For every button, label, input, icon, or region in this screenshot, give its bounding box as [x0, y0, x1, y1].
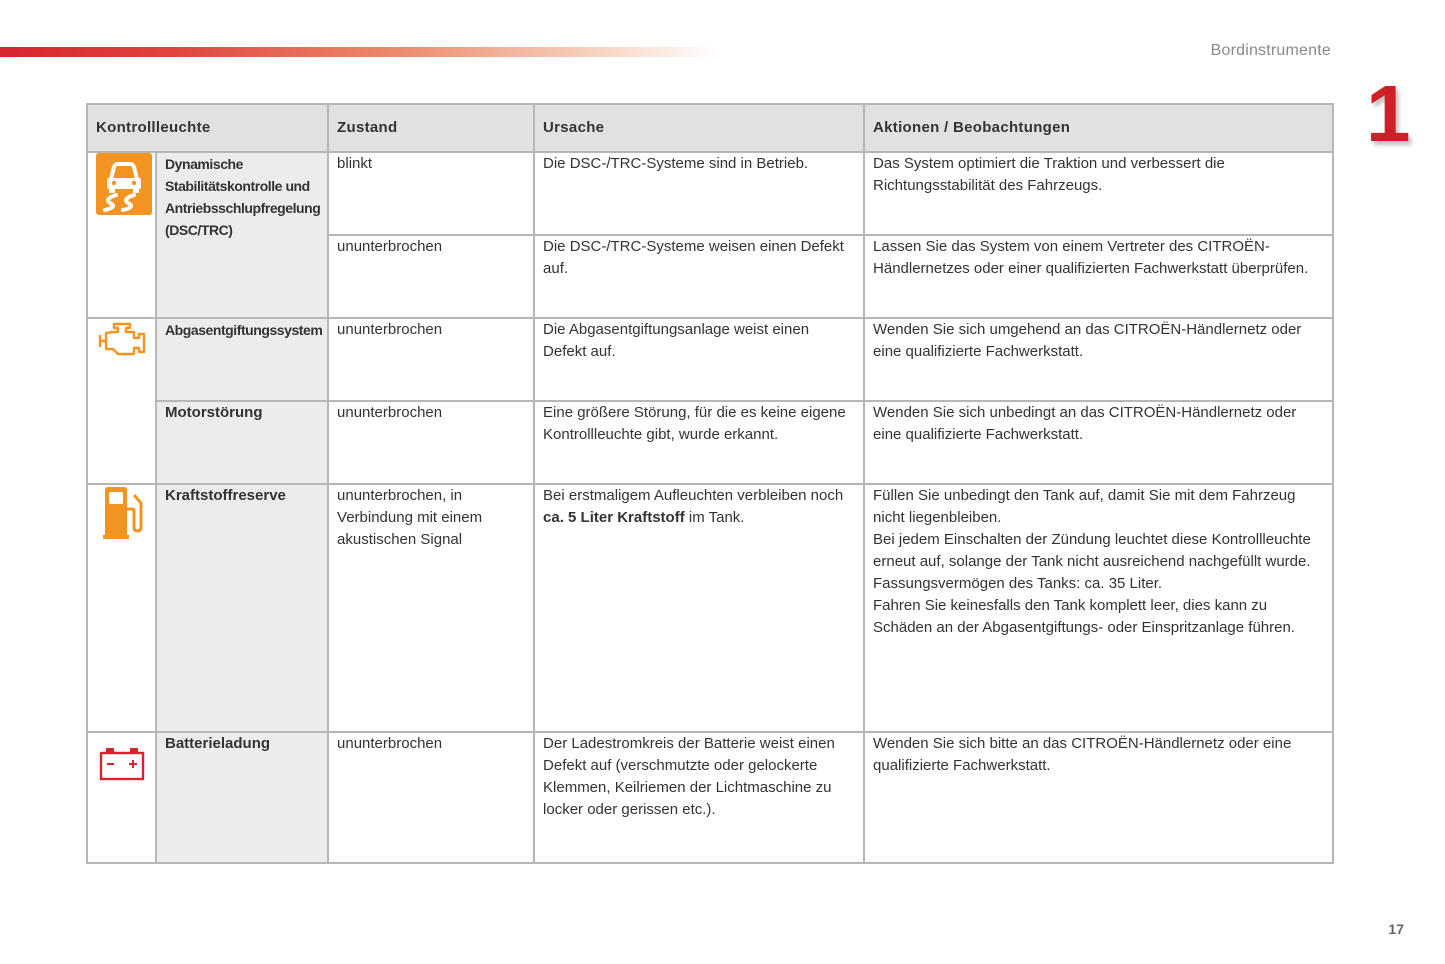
- lamp-name: Abgasentgiftungssystem: [156, 318, 328, 401]
- action-cell: Lassen Sie das System von einem Vertreter des CITROËN-Händlernetzes oder einer qualifizierten Fachwerkstatt überprüfen.: [864, 235, 1333, 318]
- engine-warning-icon: [97, 319, 147, 366]
- cause-cell: Eine größere Störung, für die es keine eigene Kontrollleuchte gibt, wurde erkannt.: [534, 401, 864, 484]
- action-cell: Wenden Sie sich bitte an das CITROËN-Händlernetz oder eine qualifizierte Fachwerkstatt.: [864, 732, 1333, 863]
- action-cell: Das System optimiert die Traktion und verbessert die Richtungsstabilität des Fahrzeugs.: [864, 152, 1333, 235]
- state-cell: ununterbrochen: [328, 318, 534, 401]
- table-row: [87, 152, 1333, 235]
- column-header: Kontrollleuchte: [87, 104, 328, 152]
- warning-lamps-table: [86, 103, 1334, 864]
- lamp-name: Dynamische Stabilitätskontrolle und Antriebsschlupfregelung (DSC/TRC): [156, 152, 328, 318]
- page-number: 17: [1388, 921, 1404, 937]
- lamp-name: Batterieladung: [156, 732, 328, 863]
- lamp-name: Kraftstoffreserve: [156, 484, 328, 732]
- lamp-name: Motorstörung: [156, 401, 328, 484]
- column-header: Zustand: [328, 104, 534, 152]
- section-title: Bordinstrumente: [1210, 42, 1331, 59]
- column-header: Ursache: [534, 104, 864, 152]
- action-line: Füllen Sie unbedingt den Tank auf, damit Sie mit dem Fahrzeug nicht liegenbleiben.: [873, 487, 1296, 526]
- header-color-bar: [0, 47, 720, 57]
- lamp-icon-cell: [87, 318, 156, 484]
- cause-cell: [534, 484, 864, 732]
- cause-cell: Die DSC-/TRC-Systeme weisen einen Defekt auf.: [534, 235, 864, 318]
- action-line: Bei jedem Einschalten der Zündung leuchtet diese Kontrollleuchte erneut auf, solange der Tank nicht ausreichend nachgefüllt wurde.: [873, 531, 1311, 570]
- cause-cell: Die Abgasentgiftungsanlage weist einen Defekt auf.: [534, 318, 864, 401]
- lamp-icon-cell: [87, 732, 156, 863]
- action-line: Fassungsvermögen des Tanks: ca. 35 Liter.: [873, 575, 1163, 592]
- lamp-icon-cell: [87, 484, 156, 732]
- cause-text: im Tank.: [688, 509, 745, 526]
- state-cell: ununterbrochen: [328, 732, 534, 863]
- table-row: [87, 318, 1333, 401]
- state-cell: blinkt: [328, 152, 534, 235]
- action-cell: Wenden Sie sich unbedingt an das CITROËN-Händlernetz oder eine qualifizierte Fachwerkstatt.: [864, 401, 1333, 484]
- action-line: Fahren Sie keinesfalls den Tank komplett leer, dies kann zu Schäden an der Abgasentgiftungs- oder Einspritzanlage führen.: [873, 597, 1295, 636]
- action-cell: [864, 484, 1333, 732]
- fuel-pump-icon: [98, 485, 146, 548]
- table-header-row: [87, 104, 1333, 152]
- state-cell: ununterbrochen: [328, 235, 534, 318]
- lamp-icon-cell: [87, 152, 156, 318]
- table-row: [87, 401, 1333, 484]
- table-row: [87, 732, 1333, 863]
- action-cell: Wenden Sie sich umgehend an das CITROËN-Händlernetz oder eine qualifizierte Fachwerkstatt.: [864, 318, 1333, 401]
- chapter-number: 1: [1366, 69, 1411, 158]
- column-header: Aktionen / Beobachtungen: [864, 104, 1333, 152]
- state-cell: ununterbrochen: [328, 401, 534, 484]
- cause-text: Bei erstmaligem Aufleuchten verbleiben noch: [543, 487, 844, 504]
- cause-highlight: ca. 5 Liter Kraftstoff: [543, 509, 685, 526]
- cause-cell: Die DSC-/TRC-Systeme sind in Betrieb.: [534, 152, 864, 235]
- state-cell: ununterbrochen, in Verbindung mit einem akustischen Signal: [328, 484, 534, 732]
- table-row: [87, 484, 1333, 732]
- cause-cell: Der Ladestromkreis der Batterie weist einen Defekt auf (verschmutzte oder gelockerte Klemmen, Keilriemen der Lichtmaschine zu locker oder gerissen etc.).: [534, 732, 864, 863]
- battery-warning-icon: [99, 747, 145, 788]
- skid-car-warning-icon: [96, 153, 152, 222]
